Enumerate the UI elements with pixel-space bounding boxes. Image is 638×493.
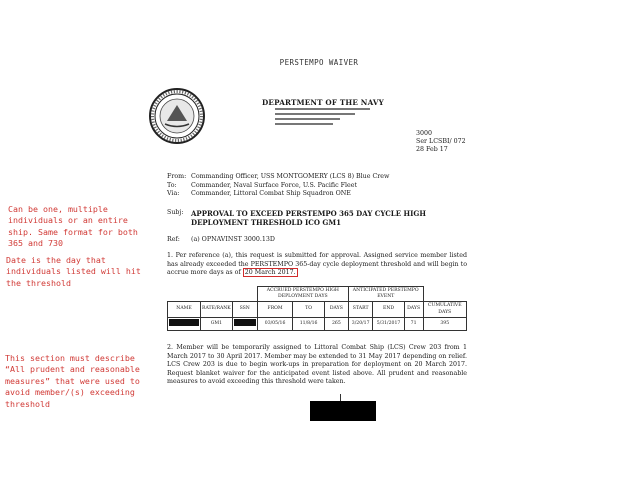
paragraph-2: 2. Member will be temporarily assigned to Littoral Combat Ship (LCS) Crew 203 from 1 March 2017 to 30 April 2017. Member may be extended to 31 May 2017 depending on relief. LCS Crew 203 is due to begin work-ups in preparation for deployment on 20 March 2017. Request blanket waiver for the anticipated event listed above. All prudent and reasonable measures to avoid exceeding this threshold were taken.: [167, 344, 467, 385]
subject-line: [167, 209, 467, 228]
letter-date: 28 Feb 17: [416, 146, 448, 154]
department-heading: DEPARTMENT OF THE NAVY: [262, 98, 384, 107]
via-label: Via:: [167, 190, 180, 197]
table-header: RATE/RANK: [201, 302, 233, 317]
table-header-row: [168, 302, 467, 317]
table-cell: 265: [324, 317, 348, 330]
slide-title: PERSTEMPO WAIVER: [279, 58, 359, 67]
table-group-accrued: ACCRUED PERSTEMPO HIGH DEPLOYMENT DAYS: [257, 287, 348, 302]
table-cell: 5/31/2017: [373, 317, 404, 330]
table-header: END: [373, 302, 404, 317]
to-value: Commander, Naval Surface Force, U.S. Pacific Fleet: [191, 181, 357, 189]
ssic: 3000: [416, 130, 433, 137]
via-value: Commander, Littoral Combat Ship Squadron ONE: [191, 190, 351, 197]
address-block: [275, 108, 375, 128]
table-cell-name-redacted: [168, 317, 201, 330]
navy-seal-icon: [148, 87, 206, 145]
table-header: TO: [293, 302, 324, 317]
table-row: [168, 317, 467, 330]
reference-block: [416, 130, 466, 155]
paragraph-1: [167, 252, 467, 278]
signature-redaction: [310, 401, 376, 421]
table-header: DAYS: [324, 302, 348, 317]
navy-letter: [140, 75, 490, 435]
from-value: Commanding Officer, USS MONTGOMERY (LCS 8) Blue Crew: [191, 173, 390, 180]
table-header: NAME: [168, 302, 201, 317]
subject-label: Subj:: [167, 209, 184, 216]
routing-block: [167, 173, 467, 199]
table-header: START: [348, 302, 372, 317]
subject-value: APPROVAL TO EXCEED PERSTEMPO 365 DAY CYCLE HIGH DEPLOYMENT THRESHOLD ICO GM1: [191, 209, 426, 228]
paragraph-1-text: 1. Per reference (a), this request is submitted for approval. Assigned service member listed has already exceeded the PERSTEMPO 365-day cycle deployment threshold and will begin to accrue more days as of: [167, 252, 467, 276]
table-cell: GM1: [201, 317, 233, 330]
annotation-recipients: Can be one, multiple individuals or an entire ship. Same format for both 365 and 730: [8, 204, 138, 249]
table-header: FROM: [257, 302, 293, 317]
threshold-date-highlight: 20 March 2017.: [244, 269, 296, 276]
perstempo-table: [167, 286, 467, 331]
to-label: To:: [167, 181, 177, 189]
table-cell-ssn-redacted: [232, 317, 257, 330]
reference-label: Ref:: [167, 236, 180, 243]
table-header: SSN: [232, 302, 257, 317]
table-header: CUMULATIVE DAYS: [423, 302, 466, 317]
from-label: From:: [167, 173, 187, 180]
table-cell: 71: [404, 317, 423, 330]
annotation-prudent-measures: This section must describe “All prudent and reasonable measures” that were used to avoid member/(s) exceeding threshold: [5, 353, 140, 409]
reference-value: (a) OPNAVINST 3000.13D: [191, 236, 275, 243]
table-cell: 3/20/17: [348, 317, 372, 330]
serial-number: Ser LCSBI/ 072: [416, 138, 466, 146]
reference-line: [167, 236, 275, 245]
table-cell: 03/05/16: [257, 317, 293, 330]
table-cell: 395: [423, 317, 466, 330]
table-cell: 11/8/16: [293, 317, 324, 330]
annotation-threshold-date: Date is the day that individuals listed will hit the threshold: [6, 255, 141, 288]
table-group-anticipated: ANTICIPATED PERSTEMPO EVENT: [348, 287, 423, 302]
table-header: DAYS: [404, 302, 423, 317]
